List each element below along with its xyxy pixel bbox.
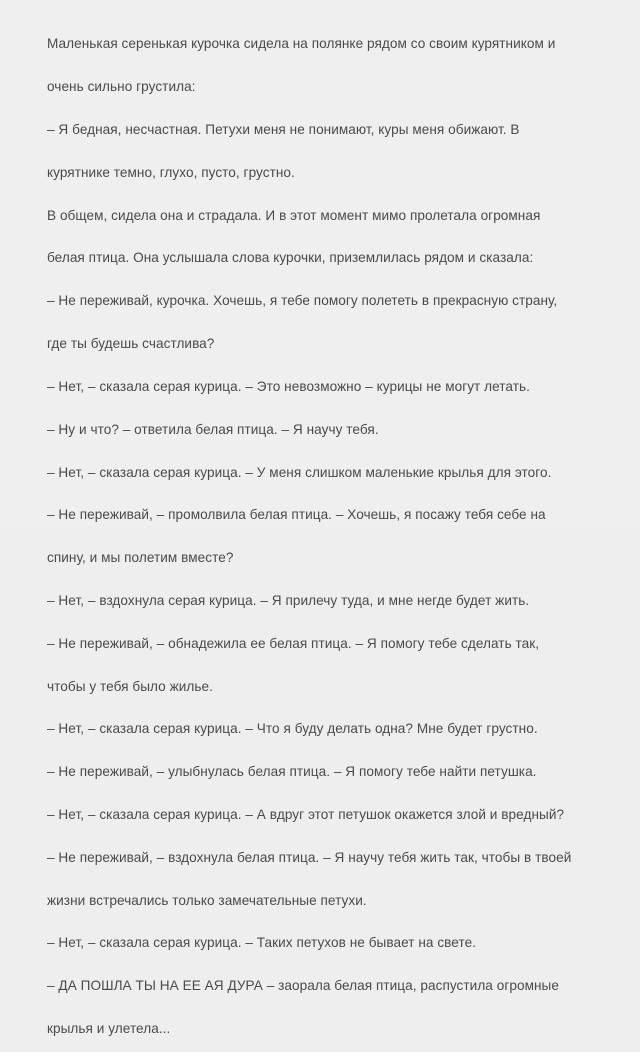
- text-line: – Нет, – сказала серая курица. – Что я буду делать одна? Мне будет грустно.: [47, 721, 538, 737]
- text-line: белая птица. Она услышала слова курочки, приземлилась рядом и сказала:: [47, 250, 534, 266]
- text-line: – ДА ПОШЛА ТЫ НА ЕЕ АЯ ДУРА – заорала белая птица, распустила огромные: [47, 978, 559, 994]
- text-line: – Не переживай, – улыбнулась белая птица. – Я помогу тебе найти петушка.: [47, 764, 537, 780]
- text-line: – Не переживай, – обнадежила ее белая птица. – Я помогу тебе сделать так,: [47, 635, 540, 651]
- text-line: – Нет, – сказала серая курица. – У меня слишком маленькие крылья для этого.: [47, 464, 552, 480]
- text-line: где ты будешь счастлива?: [47, 336, 215, 352]
- text-line: жизни встречались только замечательные петухи.: [47, 892, 367, 908]
- text-line: – Не переживай, – промолвила белая птица. – Хочешь, я посажу тебя себе на: [47, 507, 546, 523]
- text-line: крылья и улетела...: [47, 1021, 171, 1037]
- story-text: [47, 12, 627, 1052]
- text-line: чтобы у тебя было жилье.: [47, 678, 213, 694]
- text-line: – Ну и что? – ответила белая птица. – Я научу тебя.: [47, 421, 379, 437]
- text-line: – Нет, – вздохнула серая курица. – Я прилечу туда, и мне негде будет жить.: [47, 592, 530, 608]
- text-line: – Нет, – сказала серая курица. – Таких петухов не бывает на свете.: [47, 935, 477, 951]
- text-line: В общем, сидела она и страдала. И в этот момент мимо пролетала огромная: [47, 207, 541, 223]
- text-line: Маленькая серенькая курочка сидела на полянке рядом со своим курятником и: [47, 36, 556, 52]
- text-line: – Нет, – сказала серая курица. – Это невозможно – курицы не могут летать.: [47, 378, 530, 394]
- text-line: – Не переживай, – вздохнула белая птица. – Я научу тебя жить так, чтобы в твоей: [47, 849, 572, 865]
- text-line: – Нет, – сказала серая курица. – А вдруг этот петушок окажется злой и вредный?: [47, 807, 565, 823]
- text-line: – Я бедная, несчастная. Петухи меня не понимают, куры меня обижают. В: [47, 122, 520, 138]
- text-line: очень сильно грустила:: [47, 79, 196, 95]
- text-line: – Не переживай, курочка. Хочешь, я тебе помогу полететь в прекрасную страну,: [47, 293, 558, 309]
- text-line: курятнике темно, глухо, пусто, грустно.: [47, 164, 295, 180]
- text-line: спину, и мы полетим вместе?: [47, 550, 234, 566]
